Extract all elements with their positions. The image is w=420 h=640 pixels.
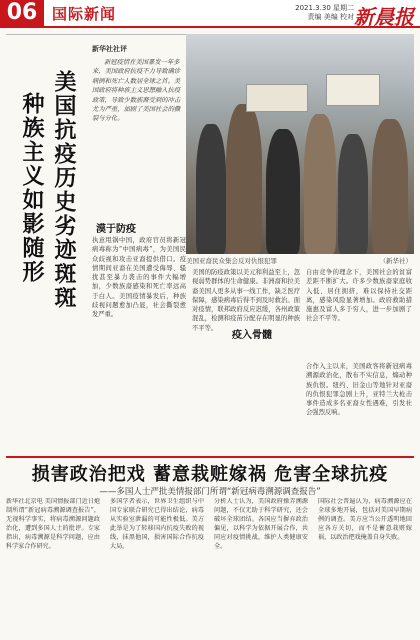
section-divider	[6, 456, 414, 458]
editor-note-label: 新华社社评	[92, 45, 127, 53]
bottom-article-body	[6, 498, 414, 636]
top-headline	[12, 70, 84, 360]
article-column-1: 执意甩锅中国，政府官员将新冠病毒称为“中国病毒”，为美国民众歧视和攻击亚裔提供借口。疫情期间亚裔在美国遭受侮辱、骚扰甚至暴力袭击的事件大幅增加，少数族裔感染和死亡率远高于白人。美国疫情暴发后，种族歧视问题愈加凸显，社会撕裂愈发严重。	[92, 237, 186, 319]
bottom-subheadline: ——多国人士严批美情报部门所谓“新冠病毒溯源调查报告”	[99, 487, 321, 497]
headline-line-2: 种族主义如影随形	[19, 92, 44, 284]
photo-caption: 美国亚裔民众集会反对仇恨犯罪	[186, 257, 277, 265]
bottom-column-2: 多国学者表示，世界卫生组织与中国专家联合研究已得出结论，病毒从实验室泄漏的可能性极低。美方此举是为了转移国内抗疫失败的视线，抹黑他国，损害国际合作抗疫大局。	[110, 498, 204, 550]
section-title: 国际新闻	[52, 5, 117, 23]
article-column-4: 合作入主以来，美国政客将新冠病毒溯源政治化，散布不实信息，煽动种族仇恨。纽约、旧金山等地针对亚裔的仇恨犯罪急剧上升，亚特兰大枪击事件造成多名亚裔女性遇难，引发社会强烈反响。	[306, 363, 412, 417]
article-column-2: 美国的防疫政策以美元和利益至上，忽视弱势群体的生命健康。非洲裔和拉美裔美国人更多从事一线工作，缺乏医疗保障，感染病毒后得不到及时救治。面对疫情，联邦政府反应迟缓，各州政策混乱，检测和疫苗分配存在明显的种族不平等。	[192, 269, 300, 332]
subheading-2: 疫入骨髓	[232, 330, 272, 341]
editor-note	[92, 44, 184, 214]
bottom-headline: 损害政治把戏 蓄意栽赃嫁祸 危害全球抗疫	[31, 464, 389, 485]
photo-credit: （新华社）	[379, 257, 412, 265]
date-text: 2021.3.30 星期二	[295, 4, 354, 12]
page-number: 06	[0, 0, 44, 26]
headline-line-1: 美国抗疫历史劣迹斑斑	[51, 70, 76, 310]
editor-note-text: 新冠疫情在美国暴发一年多来，美国政府抗疫不力导致确诊病例和死亡人数居全球之首。美国政府将种族主义思想融入抗疫政策，导致少数族裔受到的冲击尤为严重，加剧了美国社会的撕裂与分化。	[92, 59, 181, 123]
article-column-3: 自由竞争的理念下，美国社会的贫富差距不断扩大。许多少数族裔家庭收入低、居住拥挤，难以保持社交距离，感染风险显著增加。政府救助措施惠及富人多于穷人，进一步加剧了社会不平等。	[306, 269, 412, 323]
issue-date	[295, 4, 354, 22]
newspaper-logo: 新晨报	[354, 5, 414, 29]
bottom-column-4: 国际社会普遍认为，病毒溯源应在全球多地开展，包括对美国早期病例的调查。美方应当公开透明地回应各方关切，而不是蓄意栽赃嫁祸，以政治把戏掩盖自身失败。	[318, 498, 412, 541]
news-photo	[186, 34, 414, 254]
bottom-column-3: 分析人士认为，美国政府操弄溯源问题，不仅无助于科学研究，还会破坏全球团结。各国应当摒弃政治偏见，以科学为依据开展合作，共同应对疫情挑战，维护人类健康安全。	[214, 498, 308, 550]
subheading-1: 漠于防疫	[96, 224, 136, 235]
editor-line: 责编 美编 校对	[307, 13, 354, 21]
bottom-column-1: 新华社北京电 美国情报部门近日炮制所谓“新冠病毒溯源调查报告”，无视科学事实，将病毒溯源问题政治化，遭到多国人士的批评。专家指出，病毒溯源是科学问题，应由科学家合作研究。	[6, 498, 100, 550]
